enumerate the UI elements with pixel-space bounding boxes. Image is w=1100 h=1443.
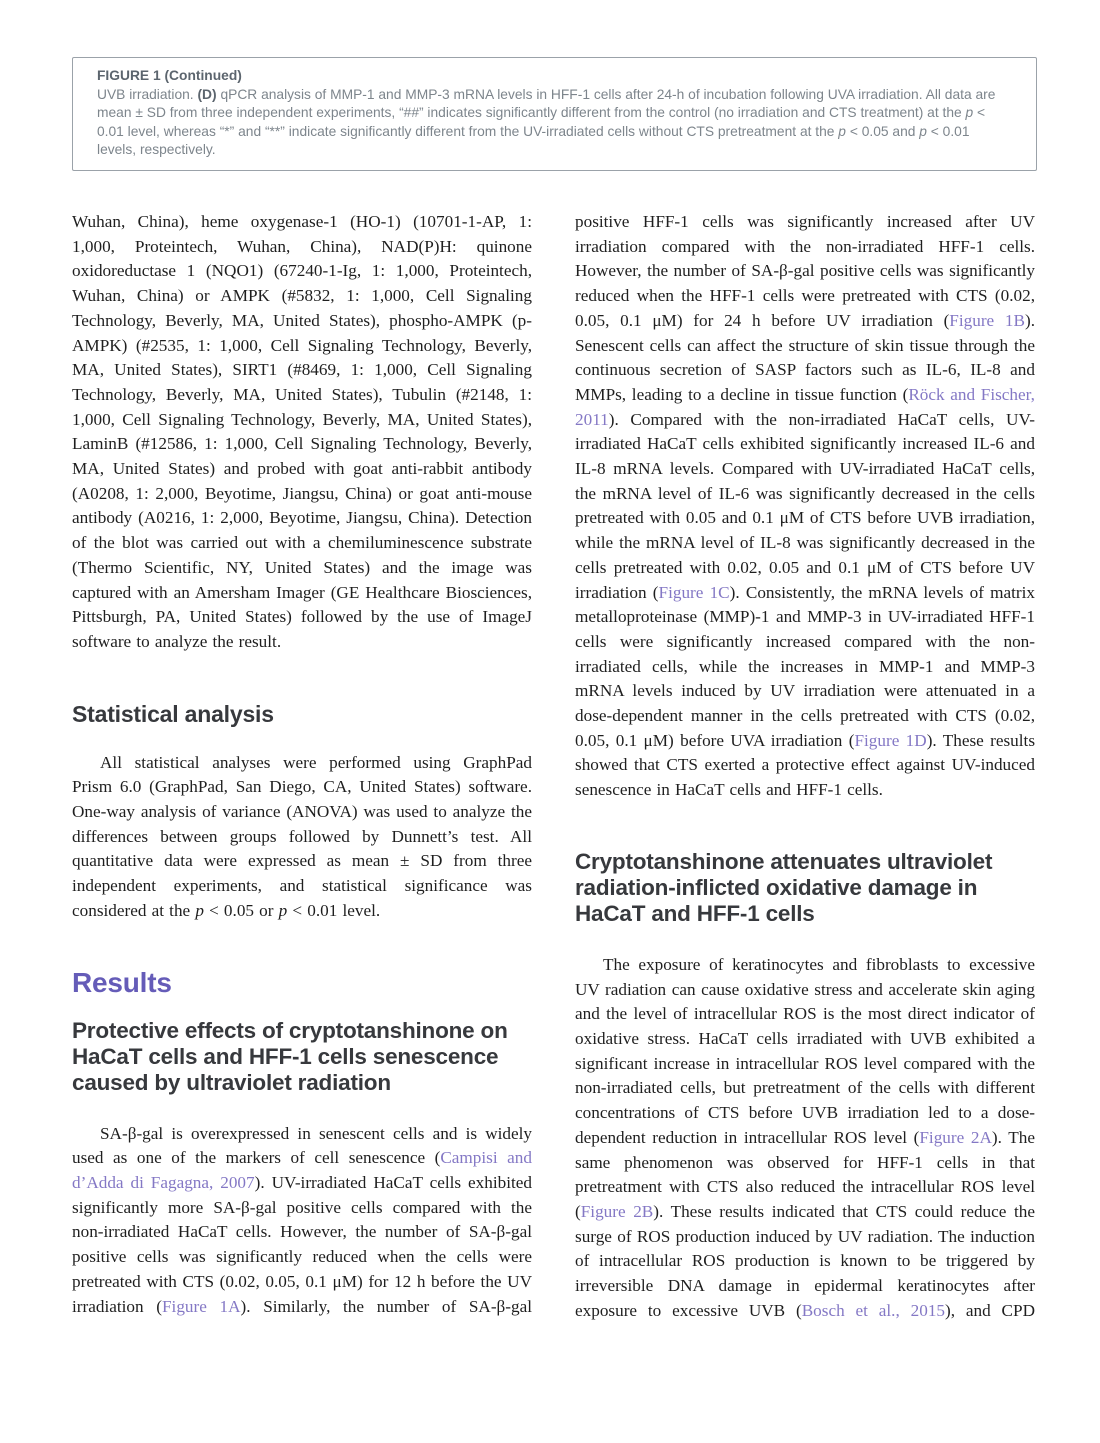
text-run: ). Compared with the non-irradiated HaCaT cells, UV-irradiated HaCaT cells exhibited significantly increased IL-6 and IL-8 mRNA levels. Compared with UV-irradiated HaCaT cells, the mRNA level of IL-6 was significantly decreased in the cells pretreated with 0.05 and 0.1 μM of CTS before UVB irradiation, while the mRNA level of IL-8 was significantly decreased in the cells pretreated with 0.02, 0.05 and 0.1 μM of CTS before UV irradiation (	[575, 409, 1035, 602]
heading-statistical-analysis: Statistical analysis	[72, 700, 274, 727]
paragraph-oxidative-damage	[575, 953, 1035, 1324]
text-run: Wuhan, China), heme oxygenase-1 (HO-1) (10701-1-AP, 1: 1,000, Proteintech, Wuhan, China), NAD(P)H: quinone oxidoreductase 1 (NQO1) (67240-1-Ig, 1: 1,000, Proteintech, Wuhan, China) or AMPK (#5832, 1: 1,000, Cell Signaling Technology, Beverly, MA, United States), phospho-AMPK (p-AMPK) (#2535, 1: 1,000, Cell Signaling Technology, Beverly, MA, United States), SIRT1 (#8469, 1: 1,000, Cell Signaling Technology, Beverly, MA, United States), Tubulin (#2148, 1: 1,000, Cell Signaling Technology, Beverly, MA, United States), LaminB (#12586, 1: 1,000, Cell Signaling Technology, Beverly, MA, United States) and probed with goat anti-rabbit antibody (A0208, 1: 2,000, Beyotime, Jiangsu, China) or goat anti-mouse antibody (A0216, 1: 2,000, Beyotime, Jiangsu, China). Detection of the blot was carried out with a chemiluminescence substrate (Thermo Scientific, NY, United States) and the image was captured with an Amersham Imager (GE Healthcare Biosciences, Pittsburgh, PA, United States) followed by the use of ImageJ software to analyze the result.	[72, 212, 532, 651]
text-run: p	[195, 900, 204, 920]
left-column	[72, 210, 532, 1323]
text-run: SA-β-gal is overexpressed in senescent cells and is widely used as one of the markers of cell senescence (	[72, 1123, 532, 1168]
heading-protective-effects: Protective effects of cryptotanshinone on HaCaT cells and HFF-1 cells senescence caused by ultraviolet radiation	[72, 1017, 508, 1095]
citation-link[interactable]: Campisi and d’Adda di Fagagna, 2007	[72, 1148, 532, 1192]
text-run: < 0.05 and	[845, 123, 920, 139]
text-run: The exposure of keratinocytes and fibroblasts to excessive UV radiation can cause oxidative stress and accelerate skin aging and the level of intracellular ROS is the most direct indicator of oxidative stress. HaCaT cells irradiated with UVB exhibited a significant increase in intracellular ROS level compared with the non-irradiated cells, but pretreatment of the cells with different concentrations of CTS before UVB irradiation led to a dose-dependent reduction in intracellular ROS level (	[575, 954, 1035, 1147]
paragraph-methods-continuation	[72, 210, 532, 655]
figure-caption-box	[72, 57, 1037, 171]
paragraph-statistical-analysis	[72, 751, 532, 924]
text-run: All statistical analyses were performed using GraphPad Prism 6.0 (GraphPad, San Diego, CA, United States) software. One-way analysis of variance (ANOVA) was used to analyze the differences between groups followed by Dunnett’s test. All quantitative data were expressed as mean ± SD from three independent experiments, and statistical significance was considered at the	[72, 752, 532, 920]
paragraph-senescence-continuation	[575, 210, 1035, 803]
text-run: ). UV-irradiated HaCaT cells exhibited significantly more SA-β-gal positive cells compared with the non-irradiated HaCaT cells. However, the number of SA-β-gal positive cells was significantly reduced when the cells were pretreated with CTS (0.02, 0.05, 0.1 μM) for 12 h before the UV irradiation (	[72, 1172, 532, 1316]
text-run: < 0.05 or	[203, 900, 279, 920]
heading-cryptotanshinone-oxidative: Cryptotanshinone attenuates ultraviolet radiation-inflicted oxidative damage in HaCaT and HFF-1 cells	[575, 848, 993, 926]
citation-link[interactable]: Figure 1B	[949, 310, 1025, 330]
text-run: (D)	[197, 86, 217, 102]
citation-link[interactable]: Figure 2A	[919, 1127, 992, 1147]
text-run: ), and CPD	[945, 1300, 1035, 1320]
text-run: p	[838, 123, 846, 139]
citation-link[interactable]: Röck and Fischer, 2011	[575, 384, 1035, 429]
text-run: < 0.01 level.	[287, 900, 381, 920]
citation-link[interactable]: Figure 1A	[161, 1296, 241, 1316]
text-run: p	[278, 900, 288, 920]
text-run: p	[965, 105, 974, 121]
text-run: < 0.01 level, whereas “*” and “**” indicate significantly different from the UV-irradiated cells without CTS pretreatment at the	[97, 105, 986, 139]
text-run: qPCR analysis of MMP-1 and MMP-3 mRNA levels in HFF-1 cells after 24-h of incubation following UVA irradiation. All data are mean ± SD from three independent experiments, “##” indicates significantly different from the control (no irradiation and CTS treatment) at the	[97, 86, 996, 121]
paragraph-sa-b-gal	[72, 1122, 532, 1320]
right-column	[575, 210, 1035, 1323]
text-run: UVB irradiation.	[97, 86, 198, 102]
citation-link[interactable]: Bosch et al., 2015	[801, 1300, 946, 1320]
text-run: < 0.01 levels, respectively.	[97, 123, 970, 158]
text-run: positive HFF-1 cells was significantly increased after UV irradiation compared with the non-irradiated HFF-1 cells. However, the number of SA-β-gal positive cells was significantly reduced when the HFF-1 cells were pretreated with CTS (0.02, 0.05, 0.1 μM) for 24 h before UV irradiation (	[575, 212, 1035, 330]
citation-link[interactable]: Figure 2B	[580, 1201, 654, 1221]
text-run: ). Consistently, the mRNA levels of matrix metalloproteinase (MMP)-1 and MMP-3 in UV-irradiated HFF-1 cells were significantly increased compared with the non-irradiated cells, while the increases in MMP-1 and MMP-3 mRNA levels induced by UV irradiation were attenuated in a dose-dependent manner in the cells pretreated with CTS (0.02, 0.05, 0.1 μM) before UVA irradiation (	[575, 582, 1035, 750]
figure-caption-text	[97, 87, 995, 158]
citation-link[interactable]: Figure 1D	[854, 730, 927, 750]
two-column-layout	[72, 210, 1035, 1323]
citation-link[interactable]: Figure 1C	[658, 582, 730, 602]
text-run: p	[919, 123, 927, 139]
text-run: ). These results indicated that CTS could reduce the surge of ROS production induced by UV radiation. The induction of intracellular ROS production is known to be triggered by irreversible DNA damage in epidermal keratinocytes after exposure to excessive UVB (	[575, 1201, 1035, 1320]
figure-caption-title: FIGURE 1 (Continued)	[97, 68, 242, 83]
section-heading-results: Results	[72, 966, 172, 998]
text-run: ). These results showed that CTS exerted a protective effect against UV-induced senescence in HaCaT cells and HFF-1 cells.	[575, 730, 1036, 800]
text-run: ). The same phenomenon was observed for HFF-1 cells in that pretreatment with CTS also reduced the intracellular ROS level (	[575, 1127, 1035, 1221]
text-run: ). Senescent cells can affect the structure of skin tissue through the continuous secretion of SASP factors such as IL-6, IL-8 and MMPs, leading to a decline in tissue function (	[575, 310, 1036, 404]
text-run: ). Similarly, the number of SA-β-gal	[240, 1296, 533, 1316]
